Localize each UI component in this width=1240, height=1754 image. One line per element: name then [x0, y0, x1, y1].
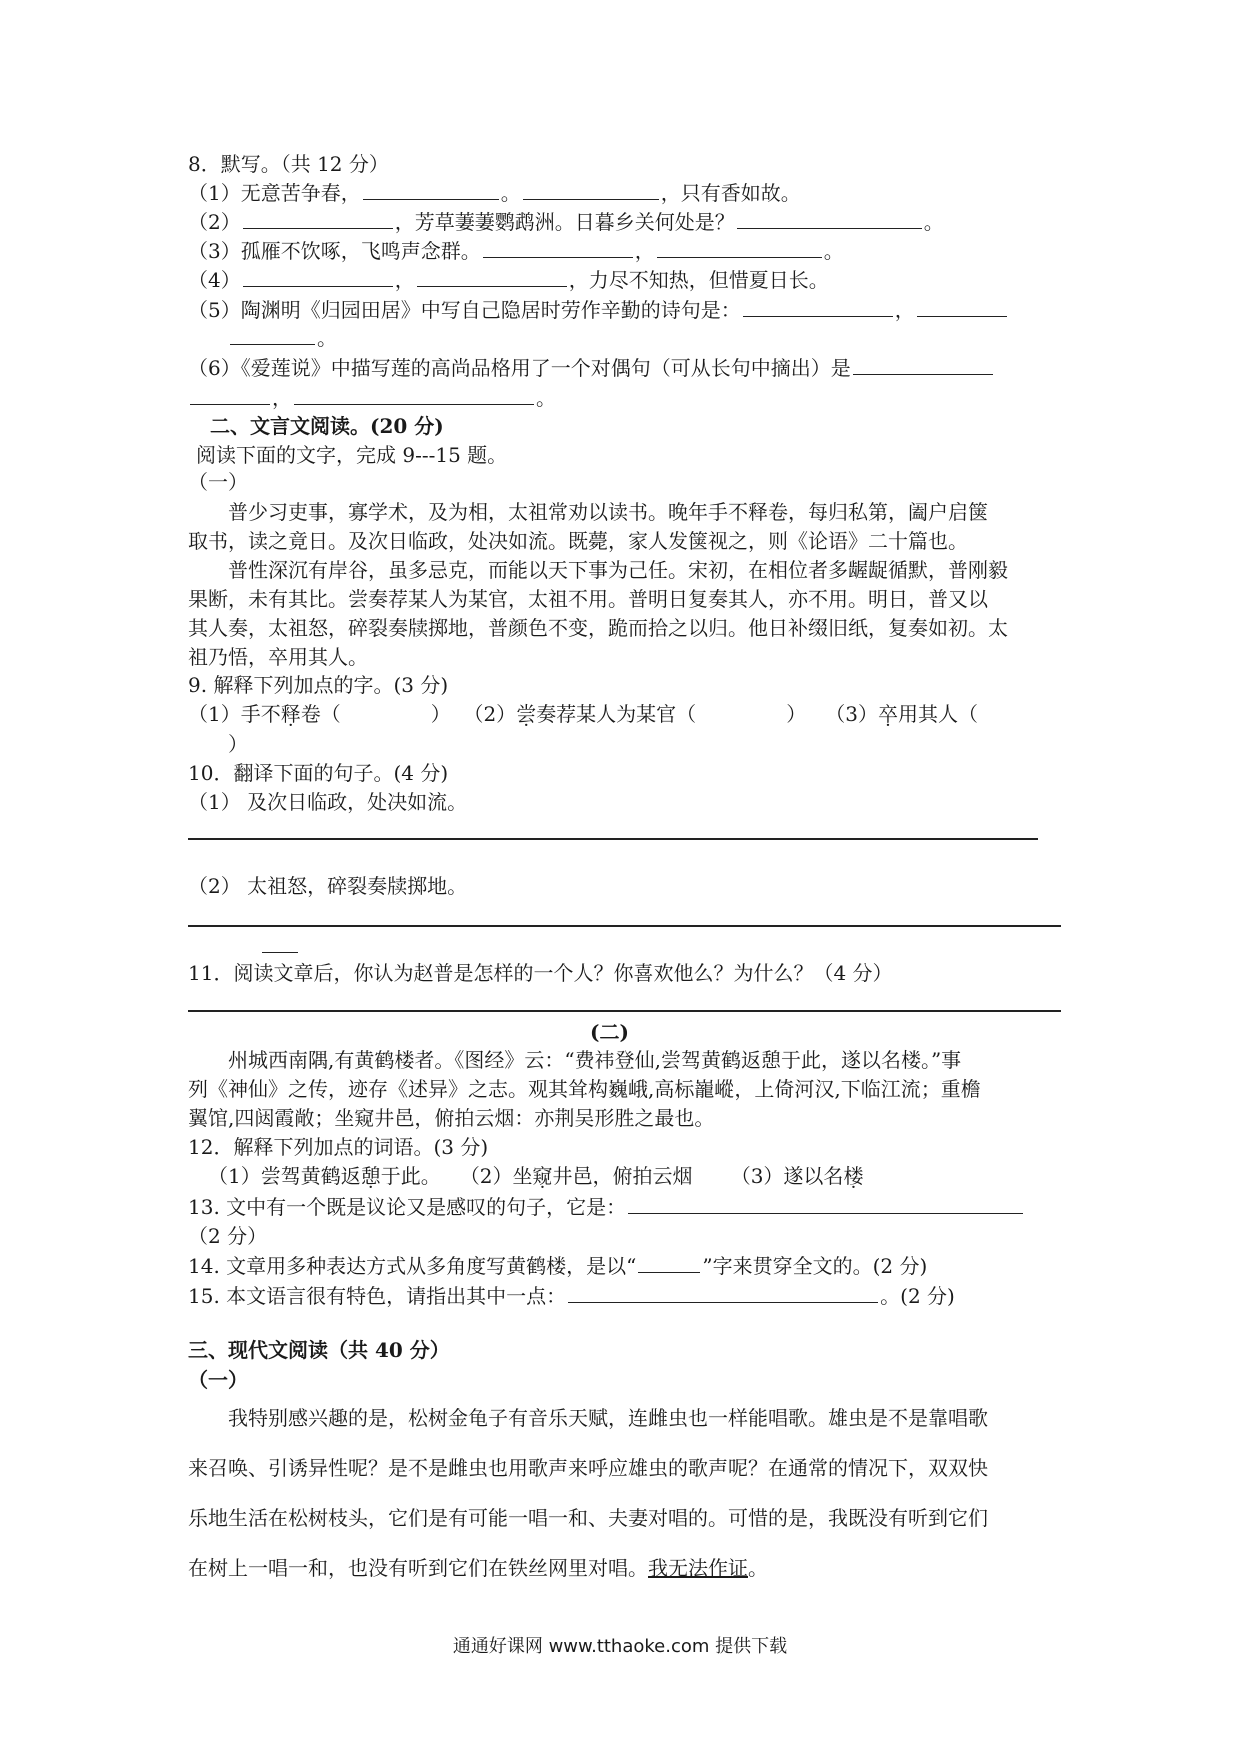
- answer-blank[interactable]: [417, 268, 567, 287]
- passage-line: 乐地生活在松树枝头，它们是有可能一唱一和、夫妻对唱的。可惜的是，我既没有听到它们: [188, 1506, 988, 1530]
- short-mark: [262, 952, 298, 953]
- q8-heading: 8．默写。（共 12 分）: [188, 152, 389, 176]
- answer-blank[interactable]: [853, 356, 993, 375]
- section-2-title: 二、文言文阅读。(20 分): [210, 414, 444, 438]
- passage-line: 普性深沉有岸谷，虽多忌克，而能以天下事为己任。宋初，在相位者多龌龊循默，普刚毅: [228, 558, 1008, 582]
- answer-line[interactable]: [188, 838, 1038, 840]
- answer-blank[interactable]: [638, 1254, 700, 1273]
- section-3-title: 三、现代文阅读（共 40 分）: [188, 1338, 450, 1362]
- passage-line: 取书，读之竟日。及次日临政，处决如流。既薨，家人发箧视之，则《论语》二十篇也。: [188, 529, 968, 553]
- q11: 11．阅读文章后，你认为赵普是怎样的一个人？你喜欢他么？为什么？（4 分）: [188, 961, 893, 985]
- part-2-label: (二): [590, 1020, 629, 1044]
- section-2-intro: 阅读下面的文字，完成 9---15 题。: [196, 443, 508, 467]
- q10-heading: 10．翻译下面的句子。(4 分): [188, 761, 449, 785]
- passage-line: 州城西南隅,有黄鹤楼者。《图经》云：“费祎登仙,尝驾黄鹤返憩于此，遂以名楼。”事: [228, 1048, 962, 1072]
- passage-line: 翼馆,四闼霞敞；坐窥井邑，俯拍云烟：亦荆吴形胜之最也。: [188, 1106, 715, 1130]
- section-3-part-1: （一）: [188, 1368, 248, 1392]
- q13-score: （2 分）: [188, 1224, 268, 1248]
- q8-item-3: （3）孤雁不饮啄，飞鸣声念群。 ， 。: [188, 239, 844, 263]
- q9-heading: 9. 解释下列加点的字。(3 分): [188, 673, 449, 697]
- answer-blank[interactable]: [628, 1195, 1023, 1214]
- answer-blank[interactable]: [523, 181, 659, 200]
- passage-line: 祖乃悟，卒用其人。: [188, 645, 368, 669]
- q13: 13. 文中有一个既是议论又是感叹的句子，它是：: [188, 1193, 1025, 1221]
- answer-blank[interactable]: [294, 386, 534, 405]
- answer-line[interactable]: [188, 925, 1061, 927]
- passage-line: 普少习吏事，寡学术，及为相，太祖常劝以读书。晚年手不释卷，每归私第，阖户启箧: [228, 500, 988, 524]
- underlined-phrase: 我无法作证: [648, 1556, 748, 1580]
- passage-line: 我特别感兴趣的是，松树金龟子有音乐天赋，连雌虫也一样能唱歌。雄虫是不是靠唱歌: [228, 1406, 988, 1430]
- answer-blank[interactable]: [657, 239, 822, 258]
- q10-item-2: （2） 太祖怒，碎裂奏牍掷地。: [188, 874, 468, 898]
- q12-heading: 12．解释下列加点的词语。(3 分): [188, 1135, 489, 1159]
- q8-item-2: （2） ，芳草萋萋鹦鹉洲。日暮乡关何处是？ 。: [188, 210, 944, 234]
- q9-close: ）: [228, 732, 248, 756]
- answer-blank[interactable]: [568, 1284, 878, 1303]
- passage-line: 其人奏，太祖怒，碎裂奏牍掷地，普颜色不变，跪而拾之以归。他日补缀旧纸，复奏如初。太: [188, 616, 1008, 640]
- answer-blank[interactable]: [363, 181, 499, 200]
- answer-blank[interactable]: [243, 268, 393, 287]
- answer-line[interactable]: [188, 1010, 1061, 1012]
- q15: 15. 本文语言很有特色，请指出其中一点： 。(2 分): [188, 1284, 955, 1308]
- passage-line: 在树上一唱一和，也没有听到它们在铁丝网里对唱。我无法作证。: [188, 1556, 768, 1580]
- q12-items: （1）尝驾黄鹤返憩于此。 （2）坐窥井邑，俯拍云烟 （3）遂以名楼: [208, 1164, 864, 1188]
- q8-item-5-cont: 。: [228, 324, 337, 352]
- passage-line: 果断，未有其比。尝奏荐某人为某官，太祖不用。普明日复奏其人，亦不用。明日，普又以: [188, 587, 988, 611]
- q9-items: （1）手不释卷（ ） （2）尝奏荐某人为某官（ ） （3）卒用其人（: [188, 702, 978, 726]
- answer-blank[interactable]: [190, 386, 270, 405]
- answer-blank[interactable]: [917, 298, 1007, 317]
- footer-credit: 通通好课网 www.tthaoke.com 提供下载: [452, 1636, 788, 1657]
- q8-item-1: （1）无意苦争春， 。 ，只有香如故。: [188, 181, 801, 205]
- part-1-label: （一）: [188, 470, 248, 494]
- q8-item-6: （6）《爱莲说》中描写莲的高尚品格用了一个对偶句（可从长句中摘出）是: [188, 354, 995, 382]
- answer-blank[interactable]: [483, 239, 633, 258]
- answer-blank[interactable]: [737, 210, 922, 229]
- q14: 14. 文章用多种表达方式从多角度写黄鹤楼，是以“ ”字来贯穿全文的。(2 分): [188, 1254, 928, 1278]
- answer-blank[interactable]: [230, 326, 315, 345]
- q8-item-5: （5）陶渊明《归园田居》中写自己隐居时劳作辛勤的诗句是： ，: [188, 296, 1009, 324]
- answer-blank[interactable]: [743, 298, 893, 317]
- answer-blank[interactable]: [243, 210, 393, 229]
- q8-item-6-cont: ， 。: [188, 384, 556, 412]
- passage-line: 来召唤、引诱异性呢？是不是雌虫也用歌声来呼应雄虫的歌声呢？在通常的情况下，双双快: [188, 1456, 988, 1480]
- q8-item-4: （4） ， ，力尽不知热，但惜夏日长。: [188, 268, 829, 292]
- passage-line: 列《神仙》之传，迹存《述异》之志。观其耸构巍峨,高标巃嵷，上倚河汉,下临江流；重檐: [188, 1077, 981, 1101]
- q10-item-1: （1） 及次日临政，处决如流。: [188, 790, 468, 814]
